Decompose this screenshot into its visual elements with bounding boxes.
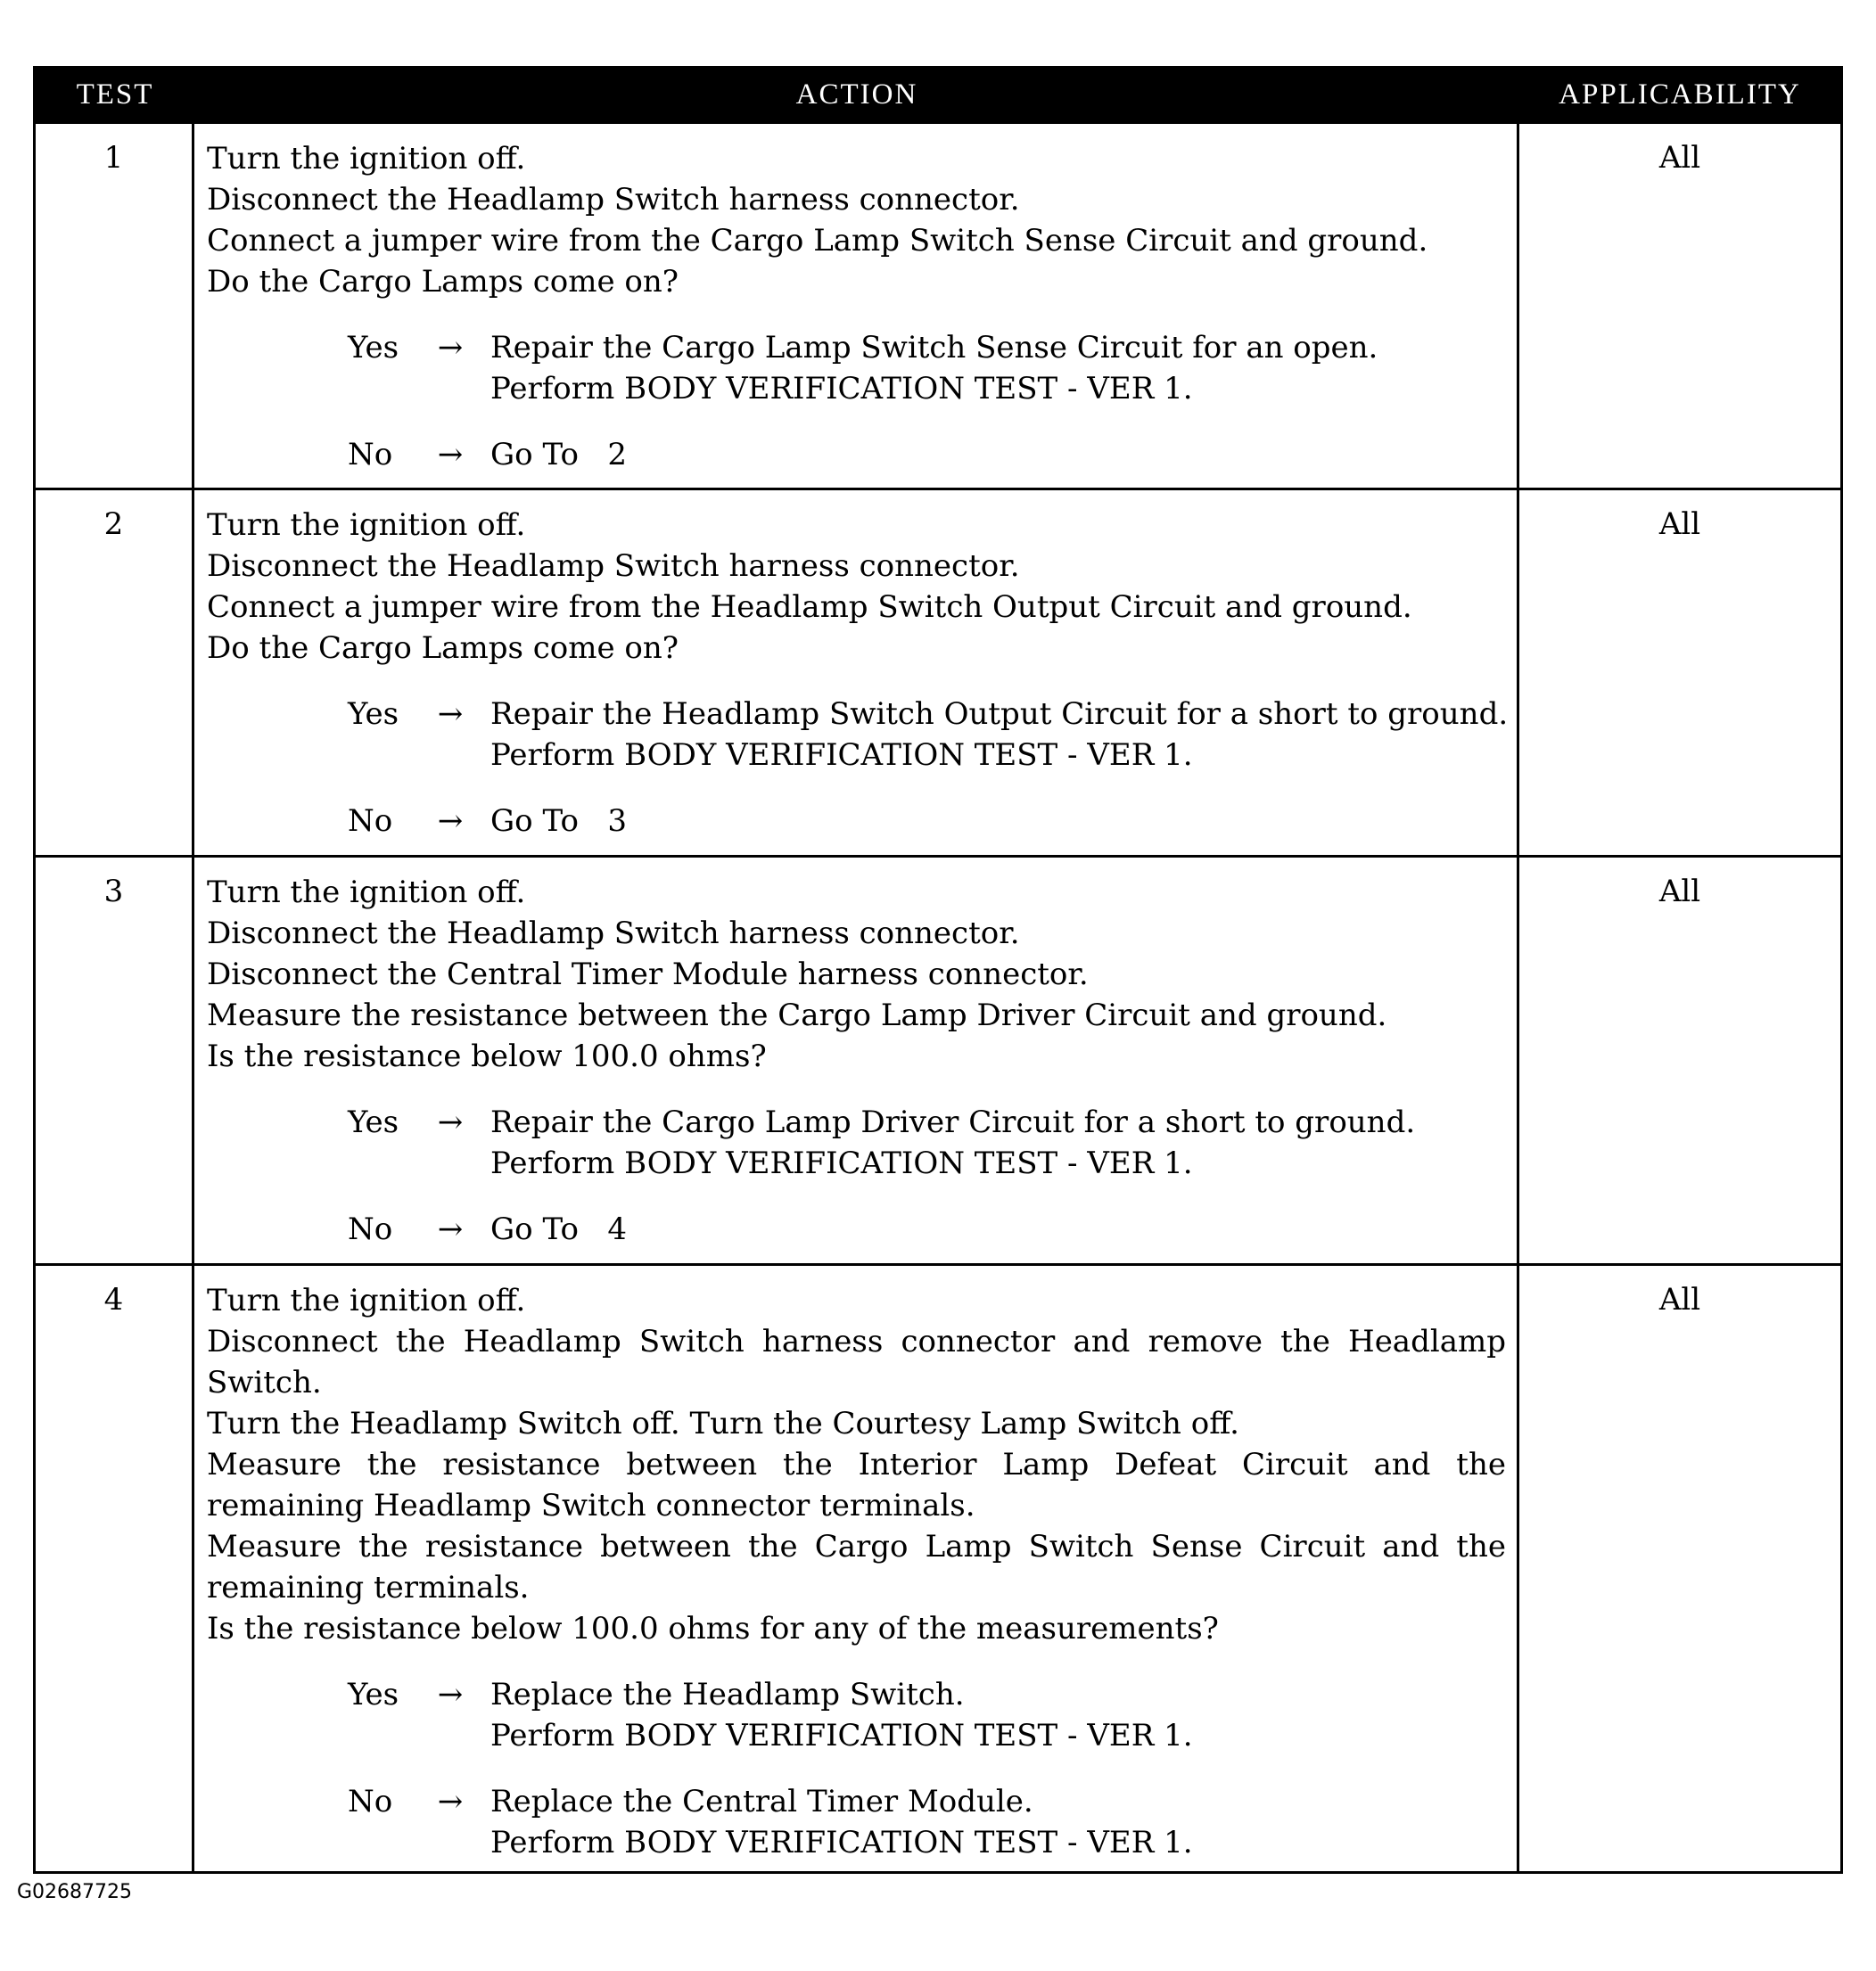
no-result: [490, 1209, 1506, 1250]
no-result: [490, 801, 1506, 842]
action-step: Disconnect the Headlamp Switch harness connector.: [207, 548, 1020, 584]
action-step: Measure the resistance between the Cargo Lamp Switch Sense Circuit and the remaining terminals.: [207, 1529, 1506, 1606]
action-step: Do the Cargo Lamps come on?: [207, 630, 679, 666]
action-step: Turn the ignition off.: [207, 875, 526, 910]
result-line: Go To 2: [490, 437, 627, 472]
yes-result: [490, 1102, 1506, 1184]
yes-result: [490, 1674, 1506, 1756]
diagnostic-test-table: [33, 66, 1843, 1874]
table-header: [36, 69, 1840, 121]
action-step: Connect a jumper wire from the Headlamp Switch Output Circuit and ground.: [207, 589, 1412, 625]
action-step: Measure the resistance between the Cargo Lamp Driver Circuit and ground.: [207, 998, 1387, 1033]
action-step: Turn the ignition off.: [207, 141, 526, 177]
result-line: Perform BODY VERIFICATION TEST - VER 1.: [490, 1146, 1193, 1181]
header-test: TEST: [76, 78, 154, 111]
test-number: 1: [36, 124, 194, 488]
test-number: 3: [36, 858, 194, 1263]
arrow-right-icon: →: [437, 1784, 464, 1819]
yes-label: Yes: [348, 1677, 399, 1712]
applicability-cell: All: [1658, 140, 1701, 176]
action-step: Is the resistance below 100.0 ohms?: [207, 1039, 767, 1074]
result-line: Replace the Central Timer Module.: [490, 1784, 1033, 1819]
applicability-cell: All: [1658, 874, 1701, 909]
result-line: Perform BODY VERIFICATION TEST - VER 1.: [490, 1718, 1193, 1753]
result-line: Repair the Cargo Lamp Driver Circuit for a short to ground.: [490, 1105, 1416, 1140]
no-label: No: [348, 803, 393, 839]
applicability-cell: All: [1658, 1282, 1701, 1318]
action-step: Is the resistance below 100.0 ohms for any of the measurements?: [207, 1611, 1219, 1647]
yes-result: [490, 694, 1508, 776]
arrow-right-icon: →: [437, 1211, 464, 1247]
action-step: Disconnect the Central Timer Module harness connector.: [207, 957, 1089, 992]
table-row: [36, 1263, 1840, 1871]
action-step: Turn the ignition off.: [207, 1283, 526, 1318]
arrow-right-icon: →: [437, 696, 464, 732]
result-line: Repair the Headlamp Switch Output Circuit for a short to ground.: [490, 696, 1509, 732]
result-line: Go To 4: [490, 1211, 627, 1247]
yes-result: [490, 327, 1506, 409]
yes-label: Yes: [348, 330, 399, 365]
figure-id: G02687725: [17, 1881, 133, 1903]
yes-outcome: [207, 694, 1509, 776]
test-number: 2: [36, 490, 194, 855]
action-cell: [194, 1266, 1519, 1871]
action-step: Turn the Headlamp Switch off. Turn the Courtesy Lamp Switch off.: [207, 1406, 1239, 1441]
result-line: Perform BODY VERIFICATION TEST - VER 1.: [490, 1825, 1193, 1860]
arrow-right-icon: →: [437, 1677, 464, 1712]
table-row: [36, 855, 1840, 1263]
arrow-right-icon: →: [437, 1105, 464, 1140]
test-number: 4: [36, 1266, 194, 1871]
arrow-right-icon: →: [437, 803, 464, 839]
action-cell: [194, 490, 1519, 855]
action-step: Do the Cargo Lamps come on?: [207, 264, 679, 300]
result-line: Perform BODY VERIFICATION TEST - VER 1.: [490, 737, 1193, 773]
yes-outcome: [207, 1674, 1506, 1756]
arrow-right-icon: →: [437, 437, 464, 472]
no-outcome: [207, 434, 1506, 475]
yes-label: Yes: [348, 696, 399, 732]
yes-outcome: [207, 327, 1506, 409]
header-applicability: APPLICABILITY: [1559, 78, 1801, 111]
result-line: Repair the Cargo Lamp Switch Sense Circuit for an open.: [490, 330, 1378, 365]
no-label: No: [348, 1784, 393, 1819]
no-outcome: [207, 801, 1506, 842]
no-label: No: [348, 1211, 393, 1247]
action-step: Disconnect the Headlamp Switch harness connector.: [207, 916, 1020, 951]
result-line: Go To 3: [490, 803, 627, 839]
action-step: Turn the ignition off.: [207, 507, 526, 543]
header-action: ACTION: [795, 78, 918, 111]
yes-outcome: [207, 1102, 1506, 1184]
action-step: Disconnect the Headlamp Switch harness connector and remove the Headlamp Switch.: [207, 1324, 1506, 1400]
applicability-cell: All: [1658, 506, 1701, 542]
result-line: Replace the Headlamp Switch.: [490, 1677, 965, 1712]
action-cell: [194, 124, 1519, 488]
arrow-right-icon: →: [437, 330, 464, 365]
table-row: [36, 488, 1840, 855]
table-row: [36, 121, 1840, 488]
action-step: Measure the resistance between the Interior Lamp Defeat Circuit and the remaining Headlamp Switch connector terminals.: [207, 1447, 1506, 1523]
result-line: Perform BODY VERIFICATION TEST - VER 1.: [490, 371, 1193, 407]
no-outcome: [207, 1781, 1506, 1863]
action-step: Connect a jumper wire from the Cargo Lamp Switch Sense Circuit and ground.: [207, 223, 1428, 259]
action-cell: [194, 858, 1519, 1263]
no-result: [490, 1781, 1506, 1863]
action-step: Disconnect the Headlamp Switch harness connector.: [207, 182, 1020, 218]
no-result: [490, 434, 1506, 475]
no-outcome: [207, 1209, 1506, 1250]
no-label: No: [348, 437, 393, 472]
yes-label: Yes: [348, 1105, 399, 1140]
